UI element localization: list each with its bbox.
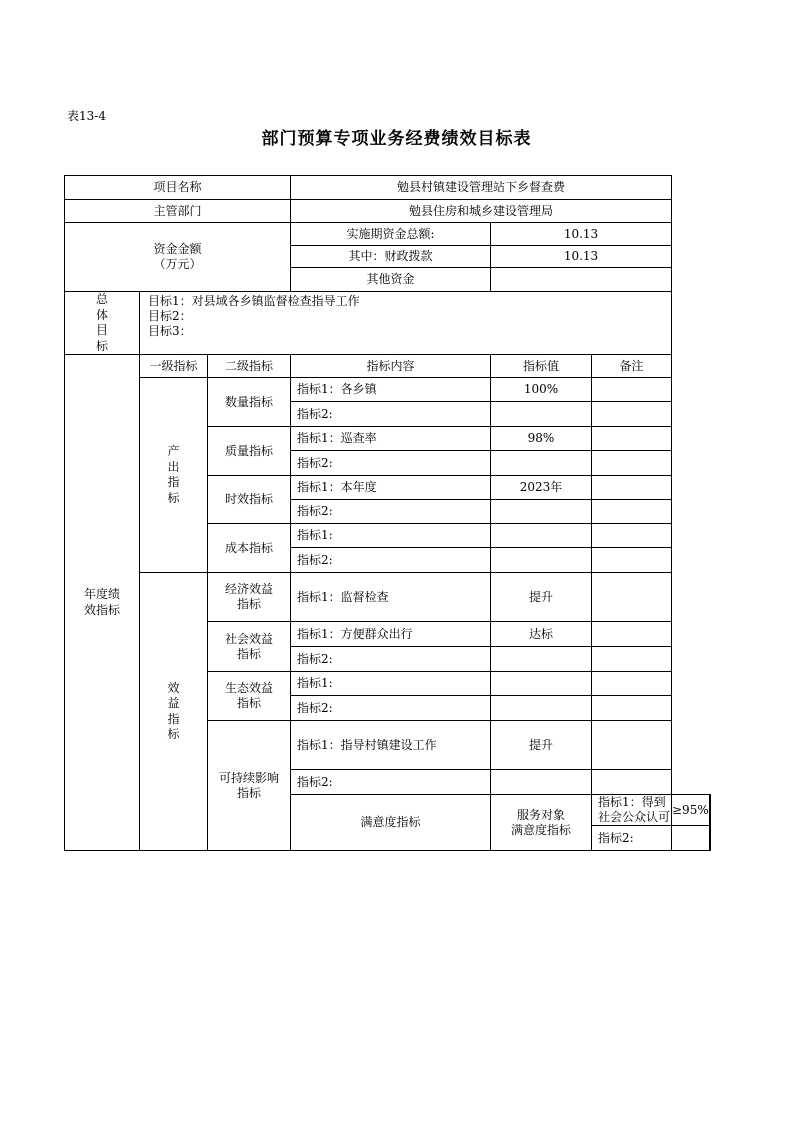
service-row1-value: ≥95% bbox=[672, 795, 710, 826]
header-content: 指标内容 bbox=[291, 355, 491, 378]
remark-cell bbox=[709, 795, 710, 826]
project-name-value: 勉县村镇建设管理站下乡督查费 bbox=[291, 176, 672, 200]
quantity-row1-value: 100% bbox=[491, 378, 592, 402]
ecological-label-line2: 指标 bbox=[236, 696, 261, 711]
remark-cell bbox=[592, 647, 672, 672]
performance-goal-table bbox=[64, 175, 711, 851]
service-row1: 指标1：得到社会公众认可 bbox=[592, 795, 672, 826]
funds-total-value: 10.13 bbox=[491, 223, 672, 246]
benefit-indicator-label bbox=[140, 573, 208, 851]
header-level2: 二级指标 bbox=[208, 355, 291, 378]
output-indicator-label bbox=[140, 378, 208, 573]
ecological-label bbox=[208, 672, 291, 721]
satisfaction-indicator-label: 满意度指标 bbox=[291, 795, 491, 851]
funds-fiscal-label: 其中：财政拨款 bbox=[291, 246, 491, 268]
header-value: 指标值 bbox=[491, 355, 592, 378]
remark-cell bbox=[592, 378, 672, 402]
funds-label-line1: 资金金额 bbox=[153, 242, 202, 256]
economic-row1: 指标1：监督检查 bbox=[291, 573, 491, 622]
remark-cell bbox=[592, 427, 672, 451]
ecological-label-line1: 生态效益 bbox=[224, 681, 273, 696]
social-row1: 指标1：方便群众出行 bbox=[291, 622, 491, 647]
funds-label bbox=[65, 223, 291, 292]
ecological-row1: 指标1: bbox=[291, 672, 491, 696]
value-cell bbox=[491, 451, 592, 476]
project-name-label: 项目名称 bbox=[65, 176, 291, 200]
overall-goal-row bbox=[65, 292, 711, 355]
project-name-row bbox=[65, 176, 711, 200]
remark-cell bbox=[592, 721, 672, 770]
table-row bbox=[65, 573, 711, 622]
value-cell bbox=[491, 402, 592, 427]
value-cell bbox=[491, 696, 592, 721]
funds-other-value bbox=[491, 268, 672, 292]
economic-label-line2: 指标 bbox=[236, 597, 261, 612]
header-level1: 一级指标 bbox=[140, 355, 208, 378]
sustainable-row1: 指标1：指导村镇建设工作 bbox=[291, 721, 491, 770]
sustainable-label bbox=[208, 721, 291, 851]
economic-label bbox=[208, 573, 291, 622]
quality-row1: 指标1：巡查率 bbox=[291, 427, 491, 451]
value-cell bbox=[491, 548, 592, 573]
quantity-row1: 指标1：各乡镇 bbox=[291, 378, 491, 402]
service-label bbox=[491, 795, 592, 851]
value-cell bbox=[491, 672, 592, 696]
social-row2: 指标2: bbox=[291, 647, 491, 672]
social-label-line1: 社会效益 bbox=[224, 631, 273, 646]
sustainable-row2: 指标2: bbox=[291, 770, 491, 795]
social-row1-value: 达标 bbox=[491, 622, 592, 647]
remark-cell bbox=[592, 524, 672, 548]
goal-1: 目标1：对县域各乡镇监督检查指导工作 bbox=[148, 294, 360, 308]
economic-row1-value: 提升 bbox=[491, 573, 592, 622]
quantity-label: 数量指标 bbox=[208, 378, 291, 427]
social-label bbox=[208, 622, 291, 672]
remark-cell bbox=[592, 451, 672, 476]
output-indicator-label-text: 产出指标 bbox=[167, 444, 180, 505]
funds-fiscal-value: 10.13 bbox=[491, 246, 672, 268]
funds-label-line2: （万元） bbox=[153, 257, 202, 271]
cost-row1: 指标1: bbox=[291, 524, 491, 548]
remark-cell bbox=[592, 672, 672, 696]
indicator-header-row bbox=[65, 355, 711, 378]
quality-row2: 指标2: bbox=[291, 451, 491, 476]
ecological-row2: 指标2: bbox=[291, 696, 491, 721]
remark-cell bbox=[709, 826, 710, 851]
timeliness-row1-value: 2023年 bbox=[491, 476, 592, 500]
remark-cell bbox=[592, 548, 672, 573]
remark-cell bbox=[592, 500, 672, 524]
value-cell bbox=[491, 500, 592, 524]
funds-other-label: 其他资金 bbox=[291, 268, 491, 292]
department-label: 主管部门 bbox=[65, 200, 291, 223]
benefit-indicator-label-text: 效益指标 bbox=[167, 680, 180, 742]
goal-3: 目标3： bbox=[148, 324, 192, 338]
sustainable-label-line1: 可持续影响 bbox=[218, 770, 279, 785]
service-row2: 指标2: bbox=[592, 826, 672, 851]
cost-row1-value bbox=[491, 524, 592, 548]
remark-cell bbox=[592, 770, 672, 795]
department-row bbox=[65, 200, 711, 223]
sustainable-row1-value: 提升 bbox=[491, 721, 592, 770]
department-value: 勉县住房和城乡建设管理局 bbox=[291, 200, 672, 223]
value-cell bbox=[491, 647, 592, 672]
overall-goal-content bbox=[140, 292, 672, 355]
cost-label: 成本指标 bbox=[208, 524, 291, 573]
social-label-line2: 指标 bbox=[236, 646, 261, 661]
remark-cell bbox=[592, 696, 672, 721]
table-code: 表13-4 bbox=[67, 109, 106, 123]
service-label-line1: 服务对象 bbox=[516, 807, 565, 822]
timeliness-row2: 指标2: bbox=[291, 500, 491, 524]
overall-goal-label bbox=[65, 292, 140, 355]
annual-indicator-label bbox=[65, 355, 140, 851]
remark-cell bbox=[592, 573, 672, 622]
value-cell bbox=[491, 770, 592, 795]
value-cell bbox=[672, 826, 710, 851]
cost-row2: 指标2: bbox=[291, 548, 491, 573]
service-label-line2: 满意度指标 bbox=[510, 822, 571, 837]
remark-cell bbox=[592, 402, 672, 427]
table-row bbox=[65, 378, 711, 402]
annual-indicator-label-text: 年度绩效指标 bbox=[84, 587, 121, 617]
funds-total-label: 实施期资金总额: bbox=[291, 223, 491, 246]
sustainable-label-line2: 指标 bbox=[236, 785, 261, 800]
timeliness-label: 时效指标 bbox=[208, 476, 291, 524]
funds-total-row bbox=[65, 223, 711, 246]
overall-goal-label-text: 总体目标 bbox=[96, 292, 109, 353]
quality-label: 质量指标 bbox=[208, 427, 291, 476]
goal-2: 目标2： bbox=[148, 309, 192, 323]
quantity-row2: 指标2: bbox=[291, 402, 491, 427]
timeliness-row1: 指标1：本年度 bbox=[291, 476, 491, 500]
economic-label-line1: 经济效益 bbox=[224, 582, 273, 597]
remark-cell bbox=[592, 622, 672, 647]
quality-row1-value: 98% bbox=[491, 427, 592, 451]
page-title: 部门预算专项业务经费绩效目标表 bbox=[261, 129, 532, 149]
remark-cell bbox=[592, 476, 672, 500]
header-remark: 备注 bbox=[592, 355, 672, 378]
